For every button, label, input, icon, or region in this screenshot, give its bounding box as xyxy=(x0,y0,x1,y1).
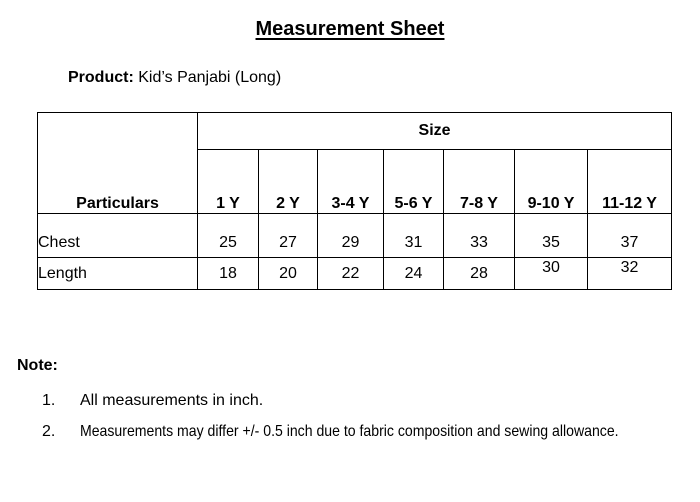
row-label-length: Length xyxy=(38,258,198,290)
measurement-cell-chest-7-8y: 33 xyxy=(444,214,515,258)
measurement-cell-length-7-8y: 28 xyxy=(444,258,515,290)
size-column-header-7-8y: 7-8 Y xyxy=(444,150,515,214)
measurement-cell-length-2y: 20 xyxy=(259,258,318,290)
product-line xyxy=(68,69,281,87)
measurement-cell-chest-2y: 27 xyxy=(259,214,318,258)
table-row-chest xyxy=(38,214,672,258)
table-row-size-header xyxy=(38,113,672,150)
particulars-header: Particulars xyxy=(38,113,198,214)
product-label: Product: xyxy=(68,69,134,86)
product-value: Kid’s Panjabi (Long) xyxy=(138,69,282,86)
measurement-cell-length-3-4y: 22 xyxy=(318,258,384,290)
measurement-cell-length-1y: 18 xyxy=(198,258,259,290)
measurement-cell-chest-5-6y: 31 xyxy=(384,214,444,258)
size-header: Size xyxy=(198,113,672,150)
measurement-cell-chest-9-10y: 35 xyxy=(515,214,588,258)
note-item-text: Measurements may differ +/- 0.5 inch due to fabric composition and sewing allowance. xyxy=(80,423,619,440)
size-column-header-1y: 1 Y xyxy=(198,150,259,214)
size-column-header-5-6y: 5-6 Y xyxy=(384,150,444,214)
measurement-cell-length-9-10y: 30 xyxy=(515,258,588,290)
table-row-length xyxy=(38,258,672,290)
measurement-cell-length-5-6y: 24 xyxy=(384,258,444,290)
size-column-header-9-10y: 9-10 Y xyxy=(515,150,588,214)
page-title xyxy=(0,18,700,41)
size-column-header-3-4y: 3-4 Y xyxy=(318,150,384,214)
measurement-cell-length-11-12y: 32 xyxy=(588,258,672,290)
measurement-cell-chest-1y: 25 xyxy=(198,214,259,258)
size-table xyxy=(37,112,672,290)
note-item xyxy=(42,392,263,410)
page-title-text: Measurement Sheet xyxy=(255,18,445,40)
note-item xyxy=(42,423,692,441)
note-item-text: All measurements in inch. xyxy=(80,392,264,409)
note-label: Note: xyxy=(17,357,58,374)
note-item-number: 2. xyxy=(42,423,56,440)
measurement-cell-chest-3-4y: 29 xyxy=(318,214,384,258)
note-item-number: 1. xyxy=(42,392,56,409)
row-label-chest: Chest xyxy=(38,214,198,258)
size-column-header-2y: 2 Y xyxy=(259,150,318,214)
size-column-header-11-12y: 11-12 Y xyxy=(588,150,672,214)
measurement-cell-chest-11-12y: 37 xyxy=(588,214,672,258)
